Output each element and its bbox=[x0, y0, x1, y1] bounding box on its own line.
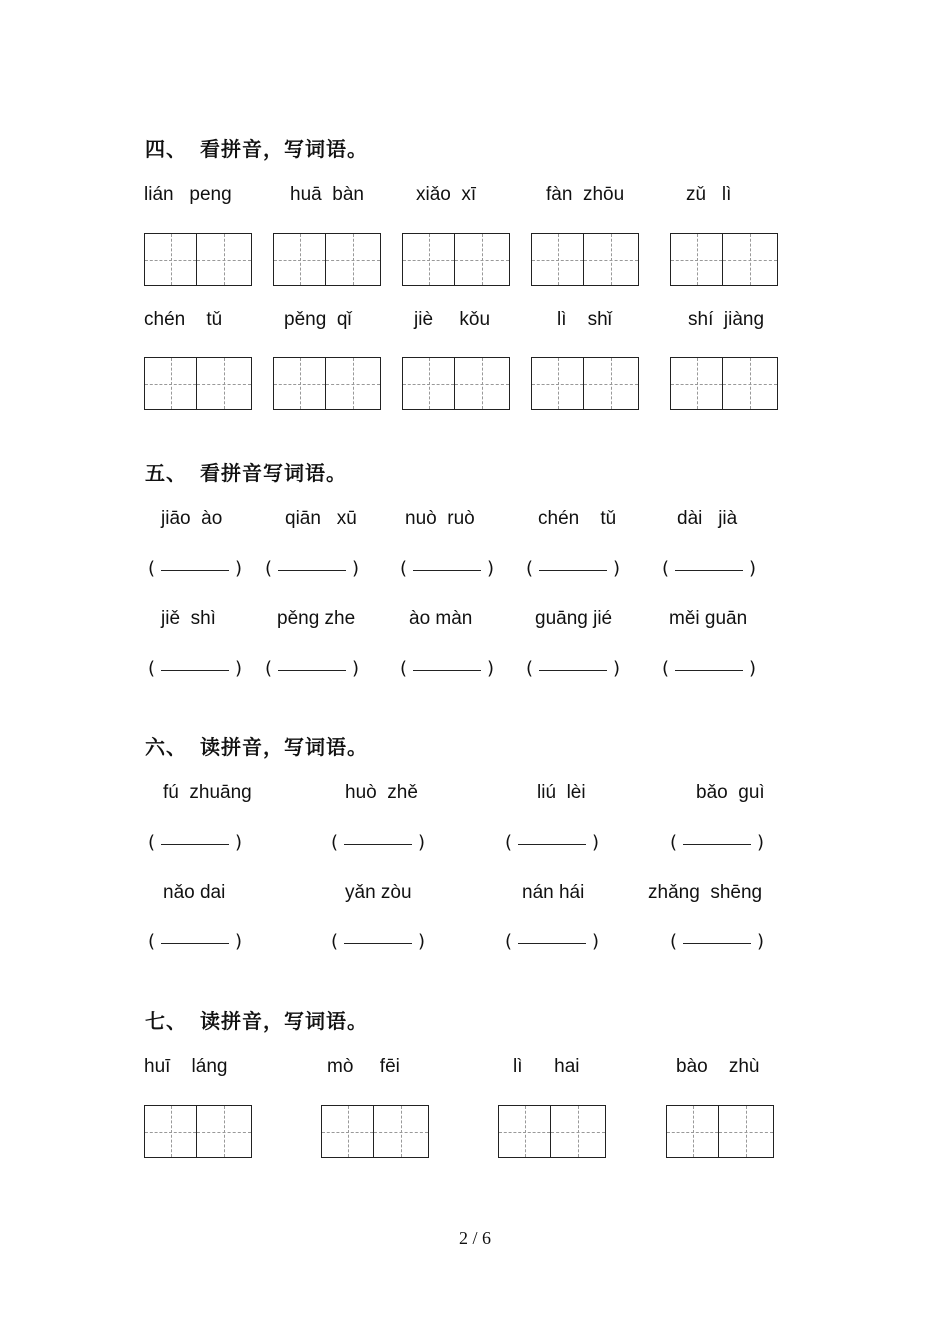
writing-grid[interactable] bbox=[144, 357, 252, 410]
section-7-instruction: 读拼音，写词语。 bbox=[200, 1009, 368, 1033]
writing-grid[interactable] bbox=[531, 233, 639, 286]
pinyin: guāng jié bbox=[535, 608, 613, 629]
section-6-number: 六、 bbox=[145, 735, 187, 759]
answer-blank[interactable]: ( ) bbox=[662, 558, 757, 579]
pinyin: zǔ lì bbox=[686, 184, 732, 205]
section-5-instruction: 看拼音写词语。 bbox=[200, 461, 347, 485]
pinyin: lián peng bbox=[144, 184, 232, 205]
pinyin: shí jiàng bbox=[688, 309, 765, 330]
answer-blank[interactable]: ( ) bbox=[526, 558, 621, 579]
answer-blank[interactable]: ( ) bbox=[265, 658, 360, 679]
answer-blank[interactable]: ( ) bbox=[331, 931, 426, 952]
pinyin: xiǎo xī bbox=[416, 184, 477, 205]
pinyin: huī láng bbox=[144, 1056, 228, 1077]
writing-grid[interactable] bbox=[498, 1105, 606, 1158]
answer-blank[interactable]: ( ) bbox=[148, 931, 243, 952]
pinyin: jiāo ào bbox=[161, 508, 223, 529]
answer-blank[interactable]: ( ) bbox=[662, 658, 757, 679]
pinyin: pěng zhe bbox=[277, 608, 356, 629]
writing-grid[interactable] bbox=[666, 1105, 774, 1158]
pinyin: chén tǔ bbox=[538, 508, 617, 529]
pinyin: ào màn bbox=[409, 608, 473, 629]
writing-grid[interactable] bbox=[670, 233, 778, 286]
pinyin: liú lèi bbox=[537, 782, 586, 803]
pinyin: huā bàn bbox=[290, 184, 364, 205]
pinyin: zhǎng shēng bbox=[648, 882, 763, 903]
section-5-title bbox=[145, 457, 347, 486]
section-7-number: 七、 bbox=[145, 1009, 187, 1033]
pinyin: dài jià bbox=[677, 508, 738, 529]
pinyin: bào zhù bbox=[676, 1056, 760, 1077]
pinyin: qiān xū bbox=[285, 508, 357, 529]
pinyin: měi guān bbox=[669, 608, 748, 629]
writing-grid[interactable] bbox=[273, 233, 381, 286]
answer-blank[interactable]: ( ) bbox=[670, 832, 765, 853]
page-indicator: 2 / 6 bbox=[458, 1228, 491, 1248]
pinyin: lì shǐ bbox=[557, 309, 612, 330]
answer-blank[interactable]: ( ) bbox=[331, 832, 426, 853]
answer-blank[interactable]: ( ) bbox=[400, 658, 495, 679]
pinyin: yǎn zòu bbox=[345, 882, 412, 903]
writing-grid[interactable] bbox=[321, 1105, 429, 1158]
pinyin: nǎo dai bbox=[163, 882, 226, 903]
writing-grid[interactable] bbox=[273, 357, 381, 410]
pinyin: nán hái bbox=[522, 882, 585, 903]
pinyin: pěng qǐ bbox=[284, 309, 352, 330]
writing-grid[interactable] bbox=[531, 357, 639, 410]
pinyin: nuò ruò bbox=[405, 508, 475, 529]
pinyin: lì hai bbox=[513, 1056, 580, 1077]
answer-blank[interactable]: ( ) bbox=[265, 558, 360, 579]
pinyin: mò fēi bbox=[327, 1056, 400, 1077]
answer-blank[interactable]: ( ) bbox=[148, 658, 243, 679]
section-4-instruction: 看拼音，写词语。 bbox=[200, 137, 368, 161]
writing-grid[interactable] bbox=[144, 233, 252, 286]
answer-blank[interactable]: ( ) bbox=[505, 931, 600, 952]
pinyin: jiè kǒu bbox=[414, 309, 491, 330]
section-6-instruction: 读拼音，写词语。 bbox=[200, 735, 368, 759]
pinyin: fàn zhōu bbox=[546, 184, 625, 205]
section-7-title bbox=[145, 1005, 368, 1034]
section-5-number: 五、 bbox=[145, 461, 187, 485]
section-6-title bbox=[145, 731, 368, 760]
answer-blank[interactable]: ( ) bbox=[670, 931, 765, 952]
pinyin: bǎo guì bbox=[696, 782, 765, 803]
pinyin: huò zhě bbox=[345, 782, 418, 803]
answer-blank[interactable]: ( ) bbox=[148, 832, 243, 853]
answer-blank[interactable]: ( ) bbox=[526, 658, 621, 679]
writing-grid[interactable] bbox=[402, 357, 510, 410]
section-4-title bbox=[145, 133, 368, 162]
pinyin: chén tǔ bbox=[144, 309, 223, 330]
answer-blank[interactable]: ( ) bbox=[400, 558, 495, 579]
answer-blank[interactable]: ( ) bbox=[505, 832, 600, 853]
pinyin: jiě shì bbox=[161, 608, 216, 629]
answer-blank[interactable]: ( ) bbox=[148, 558, 243, 579]
writing-grid[interactable] bbox=[402, 233, 510, 286]
pinyin: fú zhuāng bbox=[163, 782, 252, 803]
section-4-number: 四、 bbox=[145, 137, 187, 161]
writing-grid[interactable] bbox=[144, 1105, 252, 1158]
writing-grid[interactable] bbox=[670, 357, 778, 410]
